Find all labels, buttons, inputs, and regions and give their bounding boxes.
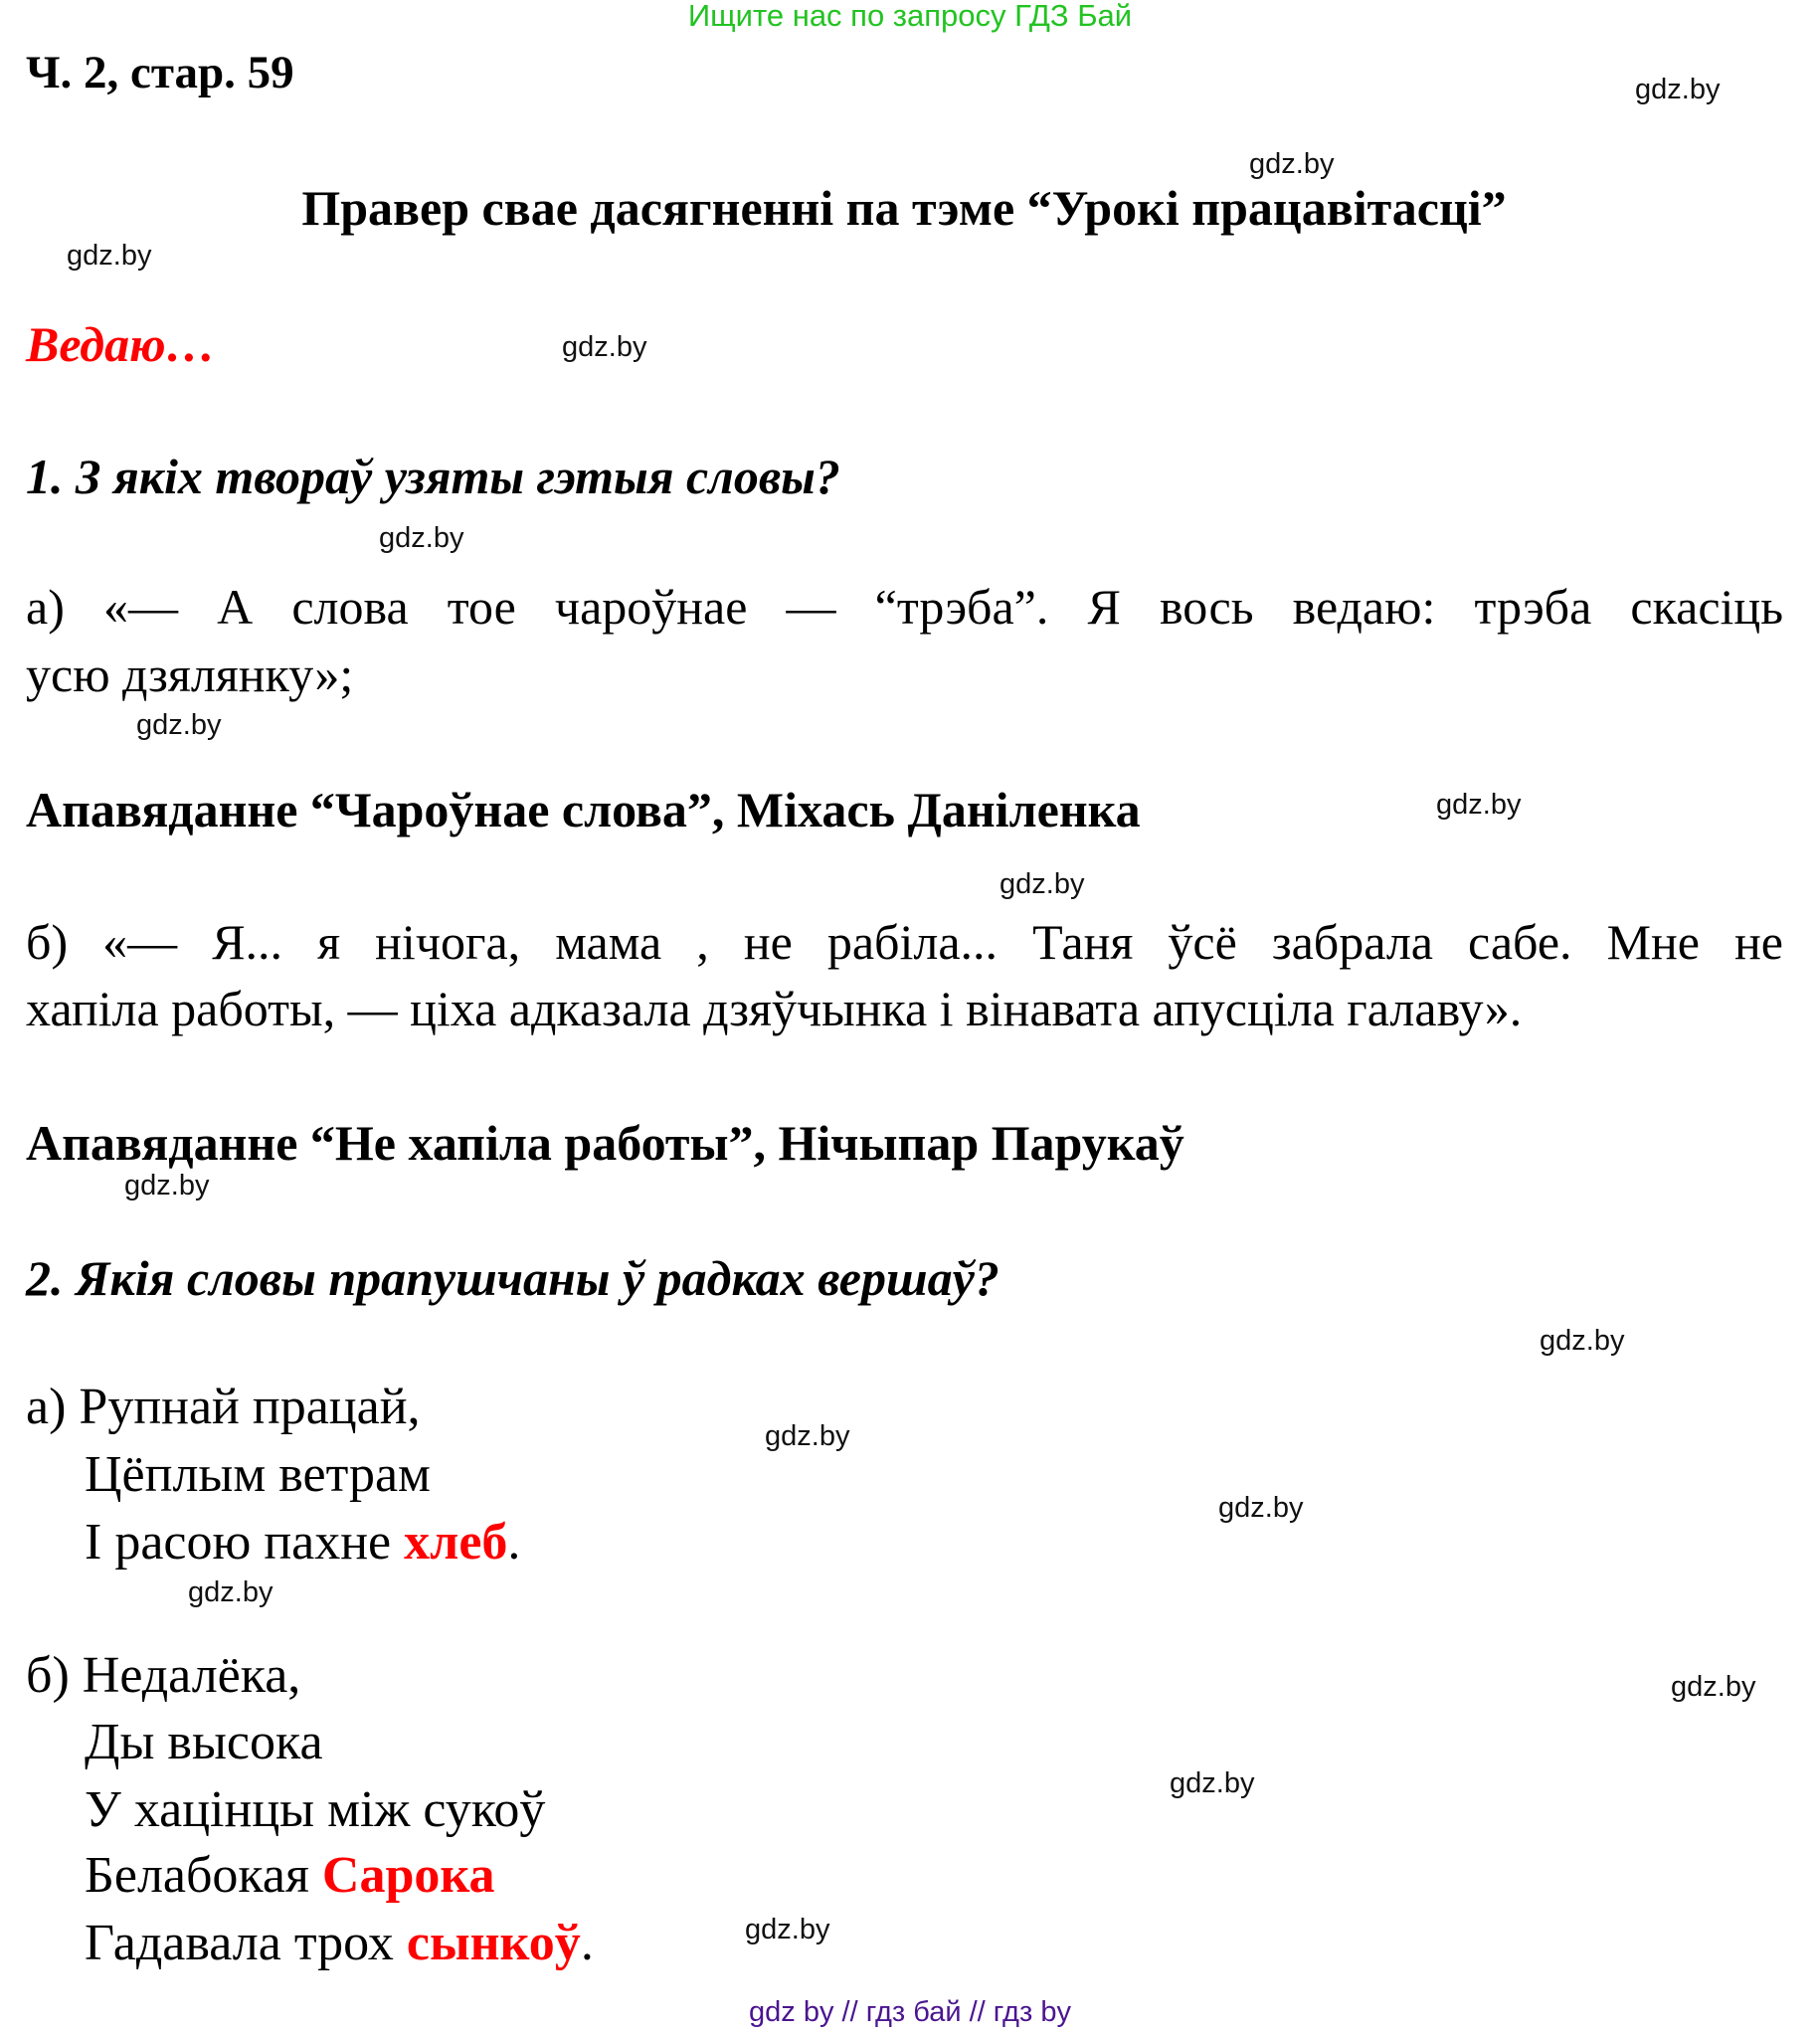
watermark: gdz.by [124,1170,210,1202]
quote-a-line2: усю дзялянку»; [26,647,354,702]
watermark: gdz.by [136,709,222,741]
poem-a-line [85,1514,521,1571]
watermark: gdz.by [1000,868,1085,900]
poem-b-line: У хацінцы між сукоў [85,1781,546,1838]
watermark: gdz.by [1436,789,1522,821]
watermark: gdz.by [1540,1325,1625,1357]
answer-a: Апавяданне “Чароўнае слова”, Міхась Даніленка [26,782,1141,837]
poem-text: І расою пахне [85,1514,405,1571]
watermark: gdz.by [1249,148,1335,180]
poem-text: . [580,1915,594,1971]
answer-word: хлеб [404,1514,508,1571]
question-1: 1. З якіх твораў узяты гэтыя словы? [26,449,840,504]
quote-b-line1: б) «— Я... я нічога, мама , не рабіла... Таня ўсё забрала сабе. Мне не [26,914,1783,970]
watermark: gdz.by [765,1420,850,1452]
poem-text: Белабокая [85,1847,322,1904]
watermark: gdz.by [1671,1671,1756,1703]
poem-a-line: Цёплым ветрам [85,1446,431,1503]
watermark: gdz.by [745,1914,830,1945]
watermark: gdz.by [1170,1767,1255,1799]
footer-links[interactable]: gdz by // гдз бай // гдз by [749,1996,1071,2028]
watermark: gdz.by [188,1576,273,1608]
poem-a-line: а) Рупнай працай, [26,1379,421,1435]
quote-b-line2: хапіла работы, — ціха адказала дзяўчынка і вінавата апусціла галаву». [26,981,1523,1036]
poem-b-line [85,1915,594,1971]
answer-word: Сарока [321,1847,495,1904]
quote-a-line1: а) «— А слова тое чароўнае — “трэба”. Я вось ведаю: трэба скасіць [26,579,1783,635]
page-title: Правер свае дасягненні па тэме “Урокі працавітасці” [301,180,1507,236]
answer-word: сынкоў [406,1915,581,1971]
poem-text: Гадавала трох [85,1915,407,1971]
watermark: gdz.by [562,331,647,363]
poem-b-line [85,1847,495,1904]
page-reference: Ч. 2, стар. 59 [26,47,294,98]
question-2: 2. Якія словы прапушчаны ў радках вершаў? [26,1250,1000,1306]
watermark: gdz.by [1218,1492,1304,1524]
poem-b-line: б) Недалёка, [26,1647,301,1704]
watermark: gdz.by [1635,74,1721,105]
watermark: gdz.by [67,240,152,272]
poem-b-line: Ды высока [85,1714,323,1770]
watermark: gdz.by [379,522,464,554]
promo-banner[interactable]: Ищите нас по запросу ГДЗ Бай [687,0,1133,33]
poem-text: . [507,1514,521,1571]
answer-b: Апавяданне “Не хапіла работы”, Нічыпар Парукаў [26,1115,1184,1171]
section-heading: Ведаю… [26,316,216,372]
